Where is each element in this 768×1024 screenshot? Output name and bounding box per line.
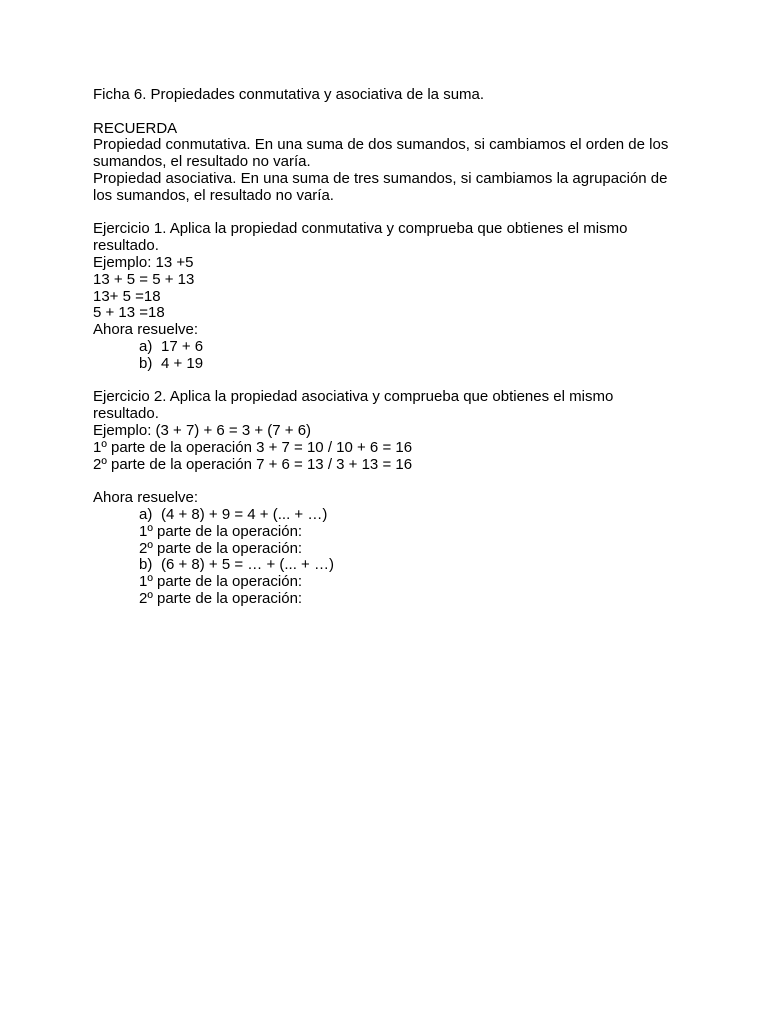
ejercicio-2-statement: Ejercicio 2. Aplica la propiedad asociativa y comprueba que obtienes el mismo resultado. bbox=[93, 388, 618, 423]
ejercicio-2-item-a-part-1: 1º parte de la operación: bbox=[139, 522, 303, 540]
item-text: 4 + 19 bbox=[161, 354, 204, 372]
item-text: 17 + 6 bbox=[161, 337, 204, 355]
ejercicio-1-item-b bbox=[93, 356, 683, 373]
ejercicio-2-example-line: 1º parte de la operación 3 + 7 = 10 / 10 + 6 = 16 bbox=[93, 438, 413, 456]
ejercicio-2-item-a-part-2: 2º parte de la operación: bbox=[139, 539, 303, 557]
asociativa-definition: Propiedad asociativa. En una suma de tres sumandos, si cambiamos la agrupación de los sumandos, el resultado no varía. bbox=[93, 169, 672, 204]
ejercicio-1-example-line: 13+ 5 =18 bbox=[93, 287, 161, 305]
ejercicio-2-example-line: Ejemplo: (3 + 7) + 6 = 3 + (7 + 6) bbox=[93, 421, 312, 439]
item-label: a) bbox=[139, 337, 153, 355]
ejercicio-1-section bbox=[93, 221, 683, 372]
ejercicio-2-section bbox=[93, 389, 683, 607]
item-text: (4 + 8) + 9 = 4 + (... + …) bbox=[161, 505, 328, 523]
ejercicio-2-item-b-part-2: 2º parte de la operación: bbox=[139, 589, 303, 607]
ejercicio-2-item-b bbox=[93, 557, 683, 574]
recuerda-heading: RECUERDA bbox=[93, 119, 178, 137]
ejercicio-2-prompt: Ahora resuelve: bbox=[93, 489, 199, 507]
ejercicio-1-example-line: 13 + 5 = 5 + 13 bbox=[93, 270, 195, 288]
conmutativa-definition: Propiedad conmutativa. En una suma de dos sumandos, si cambiamos el orden de los sumandos, el resultado no varía. bbox=[93, 136, 673, 171]
ejercicio-1-example-line: Ejemplo: 13 +5 bbox=[93, 253, 194, 271]
document-title: Ficha 6. Propiedades conmutativa y asociativa de la suma. bbox=[93, 86, 485, 103]
ejercicio-1-item-a bbox=[93, 339, 683, 356]
item-text: (6 + 8) + 5 = … + (... + …) bbox=[161, 556, 334, 574]
recuerda-section bbox=[93, 121, 683, 205]
spacer bbox=[93, 373, 683, 390]
spacer bbox=[93, 104, 683, 121]
document-body bbox=[93, 87, 683, 608]
ejercicio-1-example-line: 5 + 13 =18 bbox=[93, 304, 165, 322]
spacer bbox=[93, 473, 683, 490]
item-label: b) bbox=[139, 556, 153, 574]
item-label: b) bbox=[139, 354, 153, 372]
ejercicio-1-statement: Ejercicio 1. Aplica la propiedad conmutativa y comprueba que obtienes el mismo resultado. bbox=[93, 220, 632, 255]
ejercicio-2-example-line: 2º parte de la operación 7 + 6 = 13 / 3 + 13 = 16 bbox=[93, 455, 413, 473]
ejercicio-2-item-b-part-1: 1º parte de la operación: bbox=[139, 573, 303, 591]
item-label: a) bbox=[139, 505, 153, 523]
ejercicio-2-item-a bbox=[93, 507, 683, 524]
spacer bbox=[93, 205, 683, 222]
ejercicio-1-prompt: Ahora resuelve: bbox=[93, 321, 199, 339]
